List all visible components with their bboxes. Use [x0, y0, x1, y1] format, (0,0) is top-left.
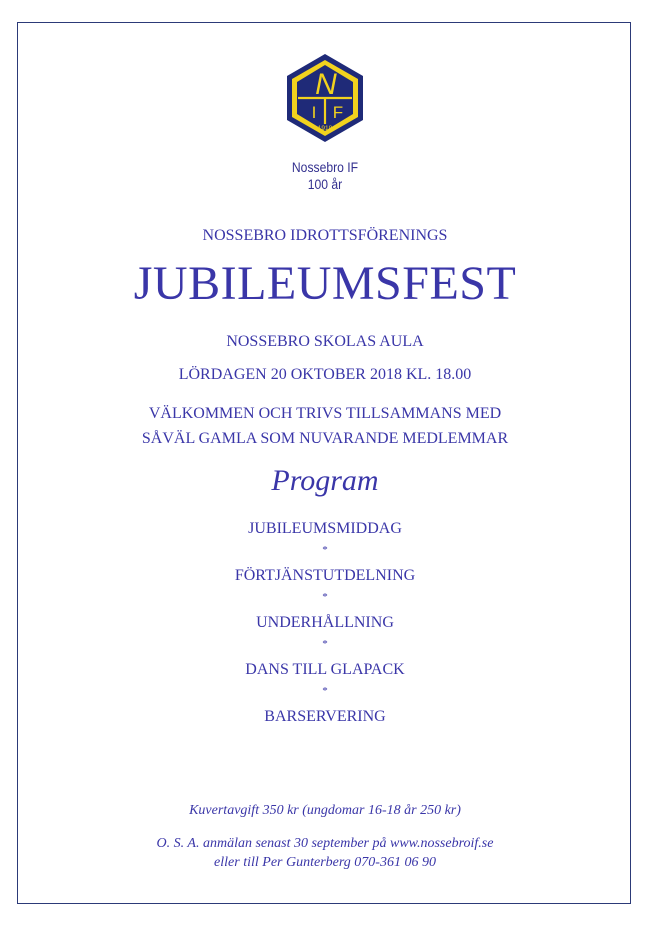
program-item: UNDERHÅLLNING	[256, 614, 394, 631]
logo-caption-name: Nossebro IF	[291, 160, 359, 175]
logo-monogram-left: I	[311, 103, 317, 122]
organization-name: NOSSEBRO IDROTTSFÖRENINGS	[202, 227, 448, 244]
program-separator: *	[322, 638, 328, 650]
program-separator: *	[322, 685, 328, 697]
logo-monogram-top: N	[315, 68, 337, 101]
program-separator: *	[322, 544, 328, 556]
program-item: JUBILEUMSMIDDAG	[248, 520, 402, 537]
fee-info: Kuvertavgift 350 kr (ungdomar 16-18 år 250 kr)	[189, 803, 461, 818]
event-datetime: LÖRDAGEN 20 OKTOBER 2018 KL. 18.00	[178, 366, 472, 383]
venue: NOSSEBRO SKOLAS AULA	[226, 333, 424, 350]
program-heading: Program	[271, 464, 379, 497]
osa-line-1: O. S. A. anmälan senast 30 september på www.nossebroif.se	[156, 836, 494, 851]
program-separator: *	[322, 591, 328, 603]
logo-monogram-right: F	[332, 103, 344, 122]
program-item: BARSERVERING	[264, 708, 386, 725]
page-title: JUBILEUMSFEST	[133, 257, 517, 310]
club-logo	[283, 52, 367, 144]
welcome-line-2: SÅVÄL GAMLA SOM NUVARANDE MEDLEMMAR	[141, 430, 509, 447]
program-item: FÖRTJÄNSTUTDELNING	[234, 567, 416, 584]
welcome-line-1: VÄLKOMMEN OCH TRIVS TILLSAMMANS MED	[148, 405, 502, 422]
logo-caption-years: 100 år	[307, 177, 343, 192]
osa-line-2: eller till Per Gunterberg 070-361 06 90	[214, 855, 436, 870]
program-item: DANS TILL GLAPACK	[245, 661, 405, 678]
page-border	[17, 22, 631, 904]
logo-year: 1918	[317, 125, 333, 132]
